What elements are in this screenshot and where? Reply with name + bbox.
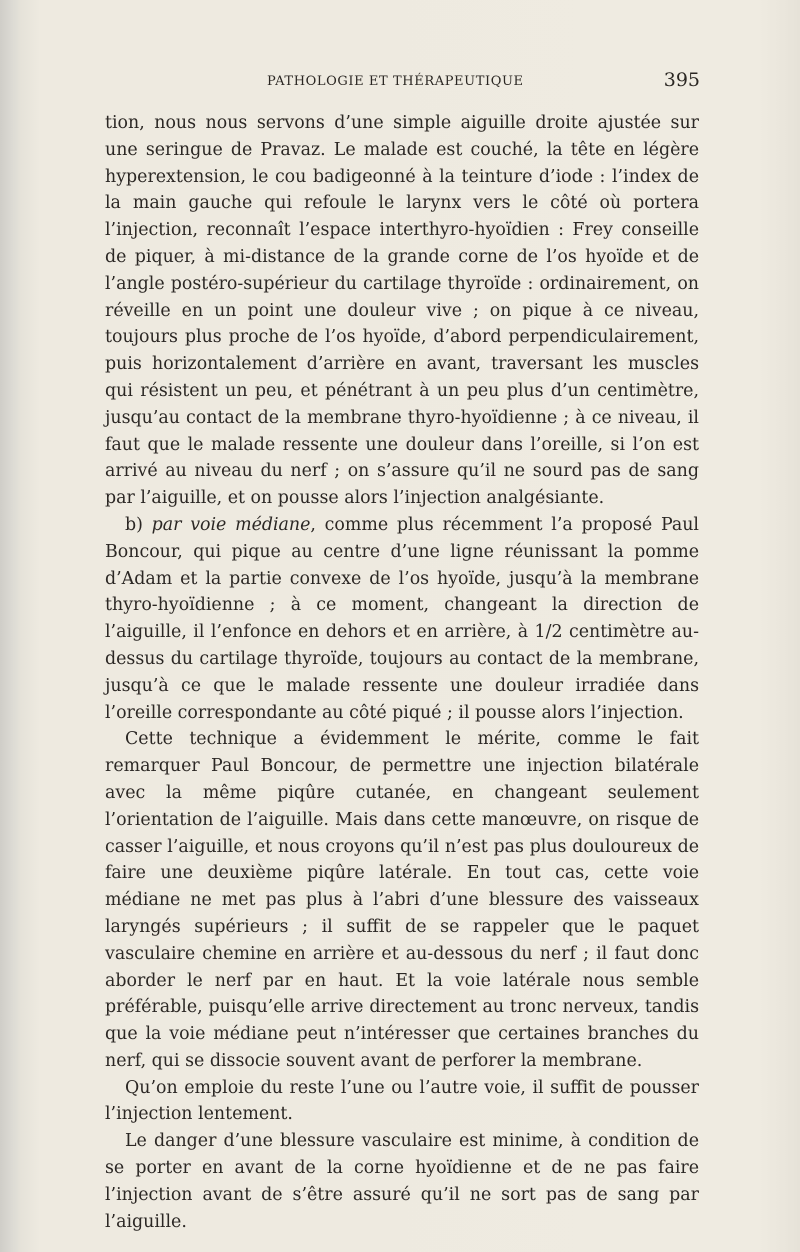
paragraph-text: Le danger d’une blessure vasculaire est minime, à condition de se porter en avant de la corne hyoïdienne et de ne pas faire l’injection avant de s’être assuré qu’il ne sort pas de sang par l’aiguille. [105, 1131, 699, 1232]
paragraph-vascular-danger [105, 1128, 699, 1235]
body-text [105, 110, 699, 1235]
emphasis-term: par voie médiane [151, 514, 311, 535]
running-title: PATHOLOGIE ET THÉRAPEUTIQUE [267, 74, 524, 89]
paragraph-text: , comme plus récemment l’a proposé Paul Boncour, qui pique au centre d’une ligne réunissant la pomme d’Adam et la partie convexe de l’os hyoïde, jusqu’à la membrane thyro-hyoïdienne ; à ce moment, changeant la direction de l’aiguille, il l’enfonce en dehors et en arrière, à 1/2 centimètre au-dessus du cartilage thyroïde, toujours au contact de la membrane, jusqu’à ce que le malade ressente une douleur irradiée dans l’oreille correspondante au côté piqué ; il pousse alors l’injection. [105, 514, 699, 723]
paragraph-median-route [105, 512, 699, 726]
list-marker: b) [125, 514, 152, 535]
page-header [105, 69, 700, 94]
paragraph-slow-injection [105, 1075, 699, 1129]
paragraph-lateral-route-continued [105, 110, 699, 512]
page-number: 395 [663, 69, 700, 91]
paragraph-text: tion, nous nous servons d’une simple aiguille droite ajustée sur une seringue de Pravaz. Le malade est couché, la tête en légère hyperextension, le cou badigeonné à la teinture d’iode : l’index de la main gauche qui refoule le larynx vers le côté où portera l’injection, reconnaît l’espace interthyro-hyoïdien : Frey conseille de piquer, à mi-distance de la grande corne de l’os hyoïde et de l’angle postéro-supérieur du cartilage thyroïde : ordinairement, on réveille en un point une douleur vive ; on pique à ce niveau, toujours plus proche de l’os hyoïde, d’abord perpendiculairement, puis horizontalement d’arrière en avant, traversant les muscles qui résistent un peu, et pénétrant à un peu plus d’un centimètre, jusqu’au contact de la membrane thyro-hyoïdienne ; à ce niveau, il faut que le malade ressente une douleur dans l’oreille, si l’on est arrivé au niveau du nerf ; on s’assure qu’il ne sourd pas de sang par l’aiguille, et on pousse alors l’injection analgésiante. [105, 113, 699, 509]
paragraph-text: Cette technique a évidemment le mérite, comme le fait remarquer Paul Boncour, de permettre une injection bilatérale avec la même piqûre cutanée, en changeant seulement l’orientation de l’aiguille. Mais dans cette manœuvre, on risque de casser l’aiguille, et nous croyons qu’il n’est pas plus douloureux de faire une deuxième piqûre latérale. En tout cas, cette voie médiane ne met pas plus à l’abri d’une blessure des vaisseaux laryngés supérieurs ; il suffit de se rappeler que le paquet vasculaire chemine en arrière et au-dessous du nerf ; il faut donc aborder le nerf par en haut. Et la voie latérale nous semble préférable, puisqu’elle arrive directement au tronc nerveux, tandis que la voie médiane peut n’intéresser que certaines branches du nerf, qui se dissocie souvent avant de perforer la membrane. [105, 729, 699, 1071]
paragraph-technique-discussion [105, 726, 699, 1074]
page-binding-edge [0, 0, 20, 1252]
paragraph-text: Qu’on emploie du reste l’une ou l’autre voie, il suffit de pousser l’injection lentement. [105, 1077, 699, 1125]
